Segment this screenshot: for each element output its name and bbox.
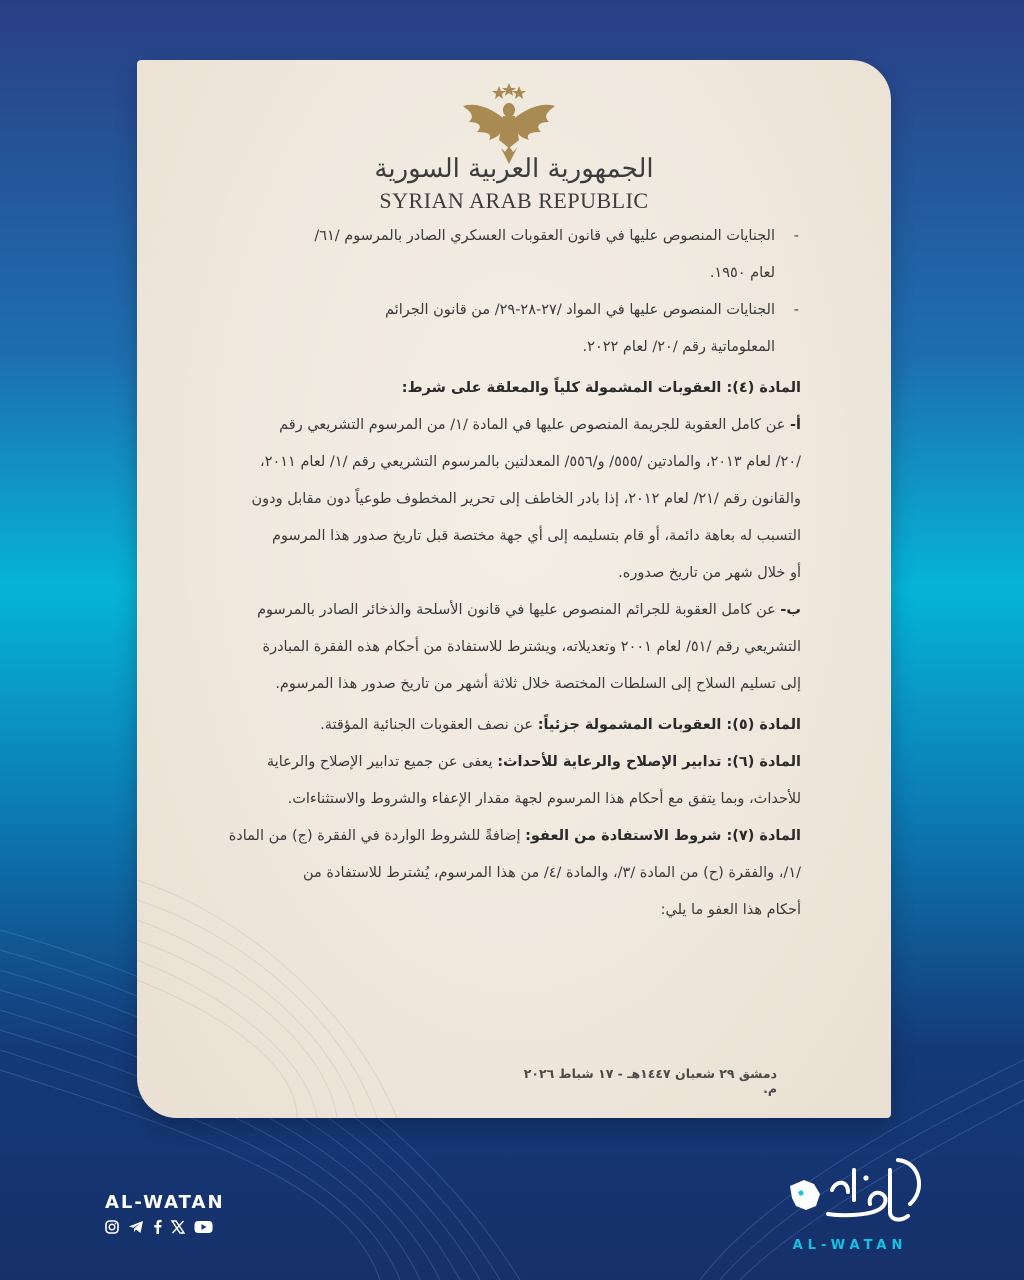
bullet-line: - الجنايات المنصوص عليها في قانون العقوبات العسكري الصادر بالمرسوم /٦١/ [314,228,799,244]
article-4-a-line: /٢٠/ لعام ٢٠١٣، والمادتين /٥٥٥/ و/٥٥٦/ المعدلتين بالمرسوم التشريعي رقم /١/ لعام ٢٠١١، [260,454,801,470]
header-english-title: SYRIAN ARAB REPUBLIC [379,188,649,213]
article-4-a-line: أو خلال شهر من تاريخ صدوره. [618,565,801,581]
article-4-b-line: ب- عن كامل العقوبة للجرائم المنصوص عليها في قانون الأسلحة والذخائر الصادر بالمرسوم [257,602,801,618]
telegram-icon[interactable] [128,1219,144,1238]
article-6-line: للأحداث، وبما يتفق مع أحكام هذا المرسوم لجهة مقدار الإعفاء والشروط والاستثناءات. [287,791,801,807]
brand-block [105,1192,225,1238]
article-7-line: المادة (٧): شروط الاستفادة من العفو: إضافةً للشروط الواردة في الفقرة (ج) من المادة [228,828,801,844]
header-arabic-title: الجمهورية العربية السورية [374,154,654,184]
al-watan-logo [770,1150,930,1260]
article-6-line: المادة (٦): تدابير الإصلاح والرعاية للأحداث: يعفى عن جميع تدابير الإصلاح والرعاية [266,754,801,770]
article-4-a-line: التسبب له بعاهة دائمة، أو قام بتسليمه إلى أي جهة مختصة قبل تاريخ صدور هذا المرسوم [272,528,801,544]
youtube-icon[interactable] [194,1219,213,1238]
x-icon[interactable] [171,1219,185,1238]
al-watan-logo-icon [770,1150,930,1242]
bullet-line: - الجنايات المنصوص عليها في المواد /٢٧-٢٨-٢٩/ من قانون الجرائم [385,302,799,318]
article-4-b-line: التشريعي رقم /٥١/ لعام ٢٠٠١ وتعديلاته، ويشترط للاستفادة من أحكام هذه الفقرة المبادرة [262,639,801,655]
article-4-b-line: إلى تسليم السلاح إلى السلطات المختصة خلال ثلاثة أشهر من تاريخ صدور هذا المرسوم. [275,676,801,692]
document-paper [137,60,891,1118]
article-7-line: /١/، والفقرة (ح) من المادة /٣/، والمادة /٤/ من هذا المرسوم، يُشترط للاستفادة من [303,865,801,881]
article-5-line: المادة (٥): العقوبات المشمولة جزئياً: عن نصف العقوبات الجنائية المؤقتة. [320,717,801,733]
document-date: دمشق ٢٩ شعبان ١٤٤٧هـ - ١٧ شباط ٢٠٢٦ م. [523,1066,777,1096]
article-4-title: المادة (٤): العقوبات المشمولة كلياً والمعلقة على شرط: [401,380,801,396]
article-7-line: أحكام هذا العفو ما يلي: [660,902,801,918]
decree-body [161,218,801,929]
brand-name: AL-WATAN [105,1192,225,1213]
bullet-line: لعام ١٩٥٠. [709,265,775,281]
facebook-icon[interactable] [153,1219,162,1238]
logo-caption: AL-WATAN [792,1238,908,1253]
social-links [105,1219,225,1238]
article-4-a-line: أ- عن كامل العقوبة للجريمة المنصوص عليها في المادة /١/ من المرسوم التشريعي رقم [279,417,801,433]
article-4-a-line: والقانون رقم /٢١/ لعام ٢٠١٢، إذا بادر الخاطف إلى تحرير المخطوف طوعياً دون مقابل ودون [251,491,801,507]
instagram-icon[interactable] [105,1219,119,1238]
bullet-line: المعلوماتية رقم /٢٠/ لعام ٢٠٢٢. [582,339,775,355]
